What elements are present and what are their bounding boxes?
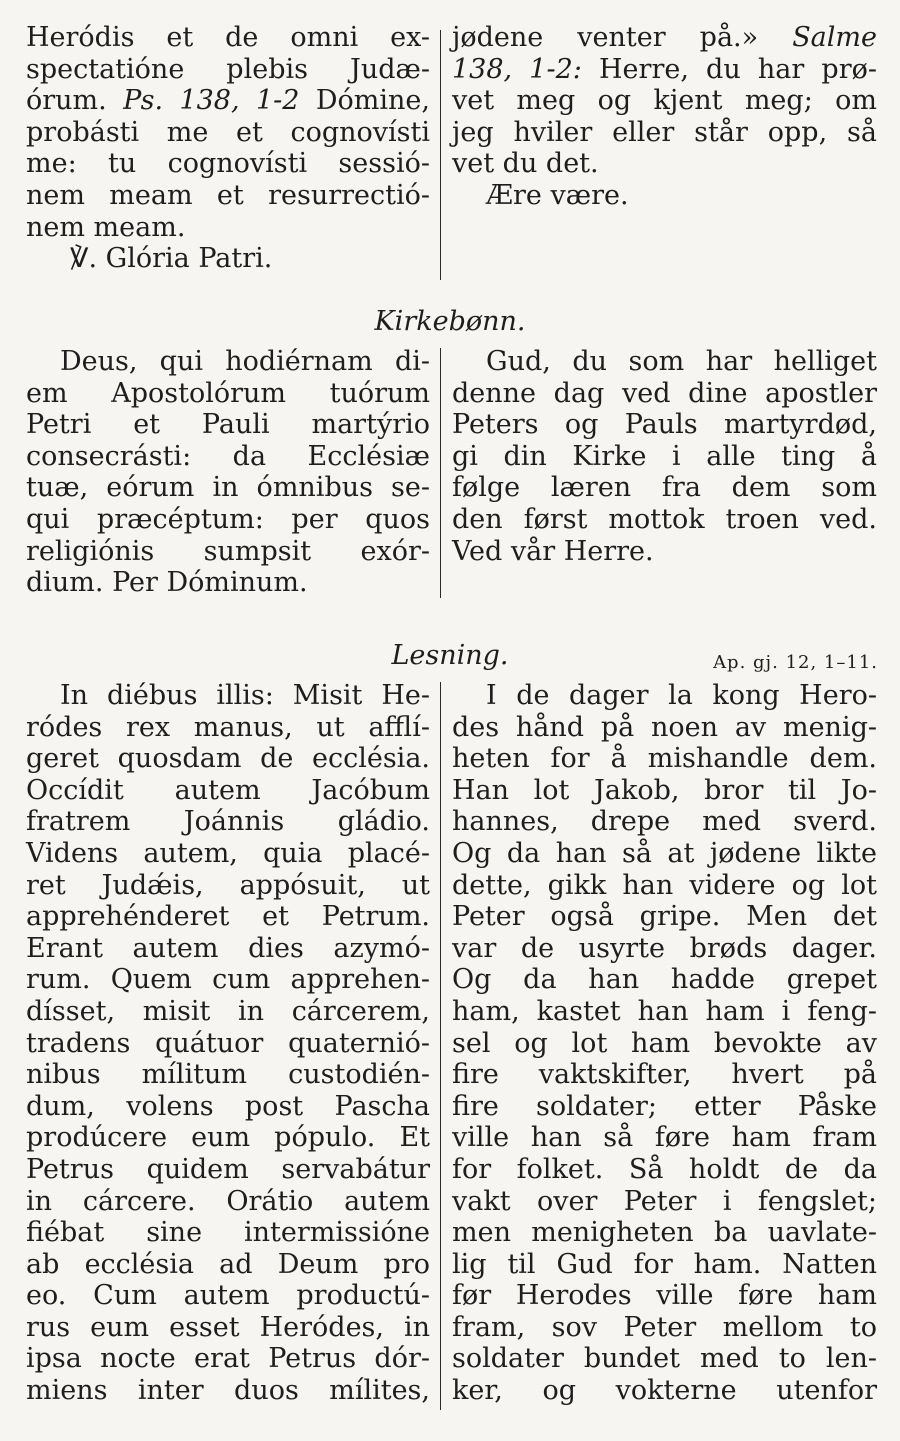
text-line: nem meam. (26, 211, 186, 243)
text-line: dum, volens post Pascha (26, 1090, 430, 1122)
norwegian-column (452, 346, 877, 567)
text-line: ℣. Glória Patri. (70, 243, 273, 275)
text-line: me: tu cognovísti sessió- (26, 148, 430, 180)
text-line: miens inter duos mílites, (26, 1375, 430, 1407)
text-line: spectatióne plebis Judæ- (26, 53, 430, 85)
text-line: Og da han hadde grepet (452, 964, 877, 996)
text-line: dísset, misit in cárcerem, (26, 995, 430, 1027)
text-line: heten for å mishandle dem. (452, 743, 877, 775)
text-line: Heródis et de omni ex- (26, 22, 430, 53)
text-line: fratrem Joánnis gládio. (26, 806, 430, 838)
text-line: hannes, drepe med sverd. (452, 806, 877, 838)
text-line: ham, kastet han ham i feng- (452, 995, 877, 1027)
text-line: men menigheten ba uavlate- (452, 1217, 877, 1249)
column-divider (440, 348, 441, 598)
text-line: sel og lot ham bevokte av (452, 1027, 877, 1059)
text-line: In diébus illis: Misit He- (60, 680, 430, 711)
text-line: tradens quátuor quaternió- (26, 1027, 430, 1059)
section-heading-kirkebonn: Kirkebønn. (374, 306, 526, 337)
text-line: Og da han så at jødene likte (452, 837, 877, 869)
norwegian-column (452, 22, 877, 212)
text-line: Videns autem, quia placé- (26, 837, 430, 869)
text-line: denne dag ved dine apostler (452, 377, 877, 409)
text-line: var de usyrte brøds dager. (452, 932, 877, 964)
scripture-reference: Ap. gj. 12, 1–11. (713, 652, 878, 673)
text-line: des hånd på noen av menig- (452, 711, 877, 743)
column-divider (440, 682, 441, 1410)
text-line: den først mottok troen ved. (452, 503, 877, 535)
text-line: consecrásti: da Ecclésiæ (26, 440, 430, 472)
text-line: órum. Ps. 138, 1-2 Dómine, (26, 85, 430, 117)
text-line: fram, sov Peter mellom to (452, 1311, 877, 1343)
text-line: Deus, qui hodiérnam di- (60, 346, 430, 377)
latin-column (26, 22, 430, 275)
text-line: prodúcere eum pópulo. Et (26, 1122, 430, 1154)
text-line: Peters og Pauls martyrdød, (452, 409, 877, 441)
text-line: lig til Gud for ham. Natten (452, 1248, 877, 1280)
text-line: dium. Per Dóminum. (26, 567, 308, 599)
norwegian-column (452, 680, 877, 1407)
text-line: Erant autem dies azymó- (26, 932, 430, 964)
text-line: Ære være. (486, 179, 629, 211)
text-line: eo. Cum autem productú- (26, 1280, 430, 1312)
text-line: før Herodes ville føre ham (452, 1280, 877, 1312)
text-line: jødene venter på.» Salme (452, 22, 877, 53)
text-line: jeg hviler eller står opp, så (452, 116, 877, 148)
text-line: vet meg og kjent meg; om (452, 85, 877, 117)
text-line: in cárcere. Orátio autem (26, 1185, 430, 1217)
text-line: rum. Quem cum apprehen- (26, 964, 430, 996)
text-line: 138, 1-2: Herre, du har prø- (452, 53, 877, 85)
text-line: følge læren fra dem som (452, 472, 877, 504)
text-line: religiónis sumpsit exór- (26, 535, 430, 567)
text-line: gi din Kirke i alle ting å (452, 440, 877, 472)
latin-column (26, 346, 430, 599)
text-line: Gud, du som har helliget (486, 346, 877, 377)
text-line: qui præcéptum: per quos (26, 503, 430, 535)
text-line: Ved vår Herre. (452, 535, 654, 567)
text-line: ab ecclésia ad Deum pro (26, 1248, 430, 1280)
text-line: apprehénderet et Petrum. (26, 901, 430, 933)
text-line: fiébat sine intermissióne (26, 1217, 430, 1249)
latin-column (26, 680, 430, 1407)
text-line: soldater bundet med to len- (452, 1343, 877, 1375)
text-line: Han lot Jakob, bror til Jo- (452, 774, 877, 806)
text-line: Petrus quidem servabátur (26, 1153, 430, 1185)
text-line: ville han så føre ham fram (452, 1122, 877, 1154)
text-line: I de dager la kong Hero- (486, 680, 877, 711)
text-line: Peter også gripe. Men det (452, 901, 877, 933)
text-line: probásti me et cognovísti (26, 116, 430, 148)
text-line: ródes rex manus, ut afflí- (26, 711, 430, 743)
text-line: ker, og vokterne utenfor (452, 1375, 877, 1407)
section-heading-lesning: Lesning. (391, 640, 509, 671)
text-line: fire soldater; etter Påske (452, 1090, 877, 1122)
text-line: fire vaktskifter, hvert på (452, 1059, 877, 1091)
text-line: em Apostolórum tuórum (26, 377, 430, 409)
text-line: vakt over Peter i fengslet; (452, 1185, 877, 1217)
text-line: ret Judǽis, appósuit, ut (26, 869, 430, 901)
text-line: Occídit autem Jacóbum (26, 774, 430, 806)
column-divider (440, 30, 441, 280)
text-line: rus eum esset Heródes, in (26, 1311, 430, 1343)
text-line: tuæ, eórum in ómnibus se- (26, 472, 430, 504)
text-line: for folket. Så holdt de da (452, 1153, 877, 1185)
text-line: vet du det. (452, 148, 599, 180)
text-line: dette, gikk han videre og lot (452, 869, 877, 901)
text-line: nem meam et resurrectió- (26, 179, 430, 211)
text-line: nibus mílitum custodién- (26, 1059, 430, 1091)
text-line: ipsa nocte erat Petrus dór- (26, 1343, 430, 1375)
text-line: geret quosdam de ecclésia. (26, 743, 430, 775)
text-line: Petri et Pauli martýrio (26, 409, 430, 441)
